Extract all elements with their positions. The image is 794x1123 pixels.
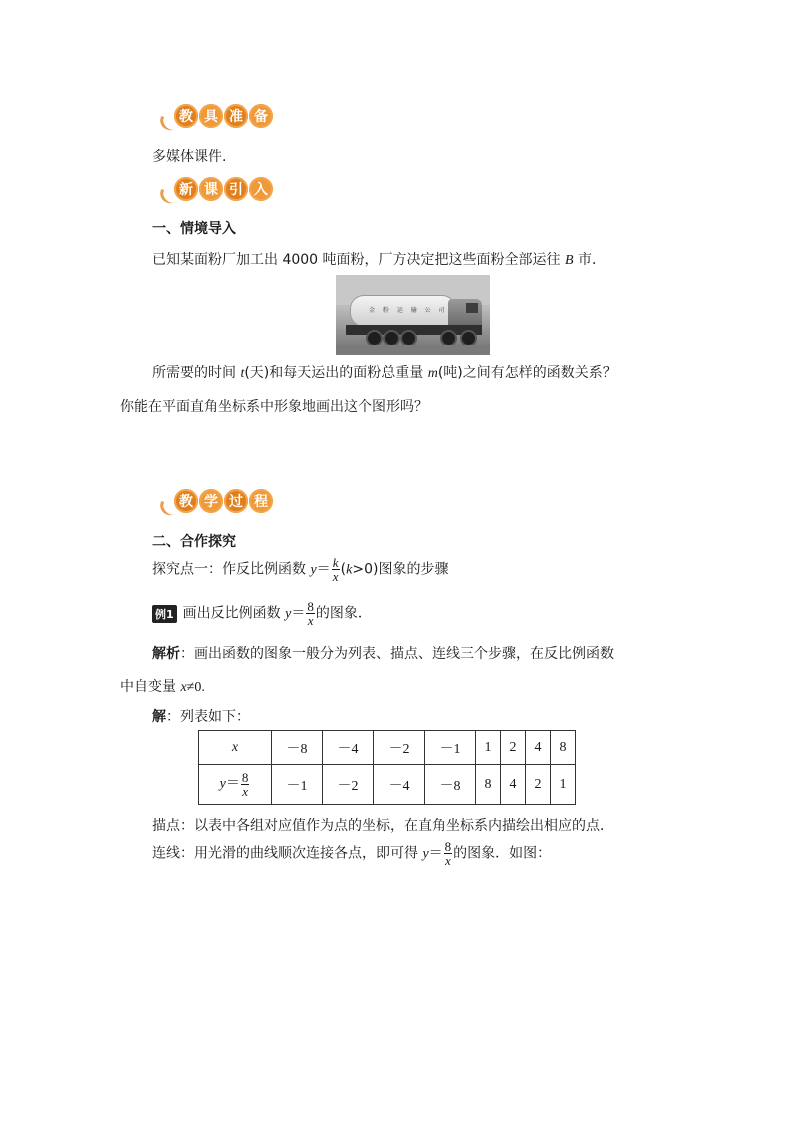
badge-char: 教 <box>174 489 198 513</box>
tools-text: 多媒体课件. <box>152 149 227 165</box>
explore-point-one: 探究点一：作反比例函数 y＝ $\frac{k}{x}$ (k>0)图象的步骤 <box>152 555 449 584</box>
table-cell: －4 <box>323 731 374 765</box>
badge-char: 过 <box>224 489 248 513</box>
table-row-y <box>199 765 576 805</box>
badge-char: 教 <box>174 104 198 128</box>
analysis-line2: 中自变量 x≠0. <box>120 679 205 695</box>
fraction-8-over-x: $\frac{8}{x}$ <box>444 839 452 868</box>
table-row-x <box>199 731 576 765</box>
fraction-k-over-x: $\frac{k}{x}$ <box>332 555 339 584</box>
badge-char: 备 <box>249 104 273 128</box>
analysis-line1: 解析：画出函数的图象一般分为列表、描点、连线三个步骤，在反比例函数 <box>152 646 614 662</box>
table-cell: －8 <box>272 731 323 765</box>
table-cell: 8 <box>476 765 501 805</box>
badge-char: 具 <box>199 104 223 128</box>
table-head-y: y＝ $\frac{8}{x}$ <box>199 765 272 805</box>
connect-text: 连线：用光滑的曲线顺次连接各点，即可得 y＝ $\frac{8}{x}$ 的图象．如图： <box>152 839 552 868</box>
intro-question-line2: 你能在平面直角坐标系中形象地画出这个图形吗？ <box>120 399 428 415</box>
value-table <box>198 730 576 805</box>
table-cell: －2 <box>374 731 425 765</box>
table-cell: 2 <box>526 765 551 805</box>
badge-char: 准 <box>224 104 248 128</box>
table-head-x: x <box>199 731 272 765</box>
table-cell: 8 <box>551 731 576 765</box>
table-cell: 1 <box>551 765 576 805</box>
table-cell: －4 <box>374 765 425 805</box>
table-cell: 4 <box>526 731 551 765</box>
table-cell: 1 <box>476 731 501 765</box>
example-1: 例1 画出反比例函数 y＝ $\frac{8}{x}$ 的图象． <box>152 600 372 627</box>
badge-char: 新 <box>174 177 198 201</box>
intro-question-line1: 所需要的时间 t(天)和每天运出的面粉总重量 m(吨)之间有怎样的函数关系？ <box>152 365 617 381</box>
tank-lettering: 金 粉 运 输 公 司 <box>369 307 448 314</box>
table-cell: －1 <box>425 731 476 765</box>
plot-points-text: 描点：以表中各组对应值作为点的坐标，在直角坐标系内描绘出相应的点． <box>152 818 614 834</box>
badge-char: 程 <box>249 489 273 513</box>
table-cell: －1 <box>272 765 323 805</box>
table-cell: －8 <box>425 765 476 805</box>
badge-char: 学 <box>199 489 223 513</box>
table-cell: －2 <box>323 765 374 805</box>
badge-char: 课 <box>199 177 223 201</box>
badge-char: 引 <box>224 177 248 201</box>
process-heading: 二、合作探究 <box>152 534 236 550</box>
table-cell: 2 <box>501 731 526 765</box>
example-label: 例1 <box>152 605 177 623</box>
solution-line: 解：列表如下： <box>152 709 250 725</box>
truck-photo <box>336 275 490 355</box>
table-cell: 4 <box>501 765 526 805</box>
badge-char: 入 <box>249 177 273 201</box>
intro-heading: 一、情境导入 <box>152 221 236 237</box>
intro-line1: 已知某面粉厂加工出 4000 吨面粉，厂方决定把这些面粉全部运往 B 市． <box>152 252 606 268</box>
fraction-8-over-x: $\frac{8}{x}$ <box>307 599 314 628</box>
